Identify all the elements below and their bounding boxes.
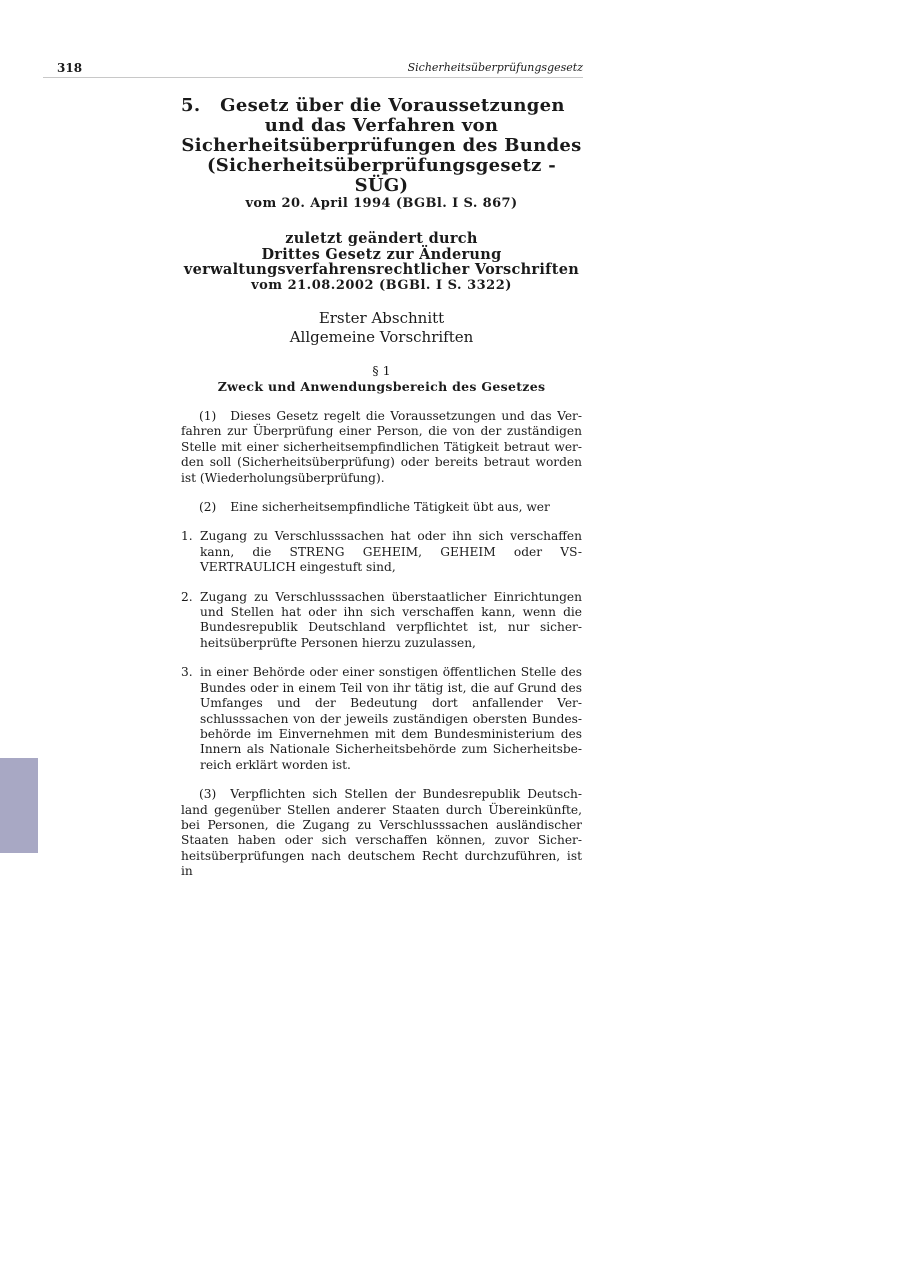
absatz-number: (3) bbox=[199, 787, 217, 802]
side-thumb-tab bbox=[0, 758, 38, 853]
list-text: in einer Behörde oder einer sonstigen öffentlichen Stelle des Bundes oder in einem Teil von ihr tätig ist, die auf Grund des Umfanges und der Bedeutung dort anfallender Verschlusssachen von der jeweils zuständigen obersten Bundesbehörde im Einvernehmen mit dem Bundesministerium des Innern als Nationale Sicherheitsbehörde zum Sicherheitsbereich erklärt worden ist. bbox=[200, 665, 582, 772]
law-date: vom 20. April 1994 (BGBl. I S. 867) bbox=[245, 196, 518, 211]
amendment-line: Drittes Gesetz zur Änderung bbox=[261, 245, 502, 263]
absatz-3 bbox=[181, 787, 582, 879]
law-title-line: Gesetz über die Voraussetzungen bbox=[220, 95, 565, 116]
law-number: 5. bbox=[181, 95, 201, 116]
list-number: 2. bbox=[181, 589, 193, 604]
absatz-2 bbox=[181, 500, 582, 515]
running-title: Sicherheitsüberprüfungsgesetz bbox=[407, 61, 583, 74]
absatz-text: Verpflichten sich Stellen der Bundesrepublik Deutschland gegenüber Stellen anderer Staaten durch Übereinkünfte, bei Personen, die Zugang zu Verschlusssachen ausländischer Staaten haben oder sich verschaffen können, zuvor Sicherheitsüberprüfungen nach deutschem Recht durchzuführen, ist in bbox=[181, 787, 582, 879]
document-body bbox=[181, 96, 582, 892]
list-item bbox=[181, 590, 582, 652]
absatz-number: (1) bbox=[199, 409, 217, 423]
paragraph-sign: § 1 bbox=[372, 363, 391, 378]
law-title-line: Sicherheitsüberprüfungen des Bundes bbox=[181, 135, 582, 156]
section-title: Allgemeine Vorschriften bbox=[289, 328, 474, 346]
law-title bbox=[181, 96, 582, 196]
list-item bbox=[181, 665, 582, 773]
amendment-date: vom 21.08.2002 (BGBl. I S. 3322) bbox=[251, 277, 512, 293]
list-number: 3. bbox=[181, 665, 193, 680]
absatz-1 bbox=[181, 409, 582, 486]
list-text: Zugang zu Verschlusssachen hat oder ihn sich verschaffen kann, die STRENG GEHEIM, GEHEIM oder VS-VERTRAULICH eingestuft sind, bbox=[200, 529, 582, 575]
absatz-text: Eine sicherheitsempfindliche Tätigkeit übt aus, wer bbox=[230, 500, 550, 515]
section-heading bbox=[181, 309, 582, 347]
absatz-text: Dieses Gesetz regelt die Voraussetzungen und das Verfahren zur Überprüfung einer Person, die von der zuständigen Stelle mit einer sicherheitsempfindlichen Tätigkeit betraut werden soll (Sicherheitsüberprüfung) oder bereits betraut worden ist (Wiederholungsüberprüfung). bbox=[181, 409, 582, 485]
list-text: Zugang zu Verschlusssachen überstaatlicher Einrichtungen und Stellen hat oder ihn sich verschaffen kann, wenn die Bundesrepublik Deutschland verpflichtet ist, nur sicherheitsüberprüfte Personen hierzu zuzulassen, bbox=[200, 589, 582, 650]
amendment-line: zuletzt geändert durch bbox=[285, 230, 478, 247]
law-title-line: und das Verfahren von bbox=[264, 115, 499, 136]
amendment-note bbox=[181, 231, 582, 293]
paragraph-title: Zweck und Anwendungsbereich des Gesetzes bbox=[217, 379, 546, 394]
section-label: Erster Abschnitt bbox=[318, 309, 445, 327]
list-item bbox=[181, 529, 582, 575]
page-header bbox=[43, 61, 583, 78]
absatz-number: (2) bbox=[199, 500, 217, 515]
amendment-line: verwaltungsverfahrensrechtlicher Vorschriften bbox=[183, 261, 580, 278]
law-title-line: (Sicherheitsüberprüfungsgesetz - SÜG) bbox=[206, 155, 557, 196]
list-number: 1. bbox=[181, 529, 193, 544]
page-number: 318 bbox=[57, 61, 83, 75]
